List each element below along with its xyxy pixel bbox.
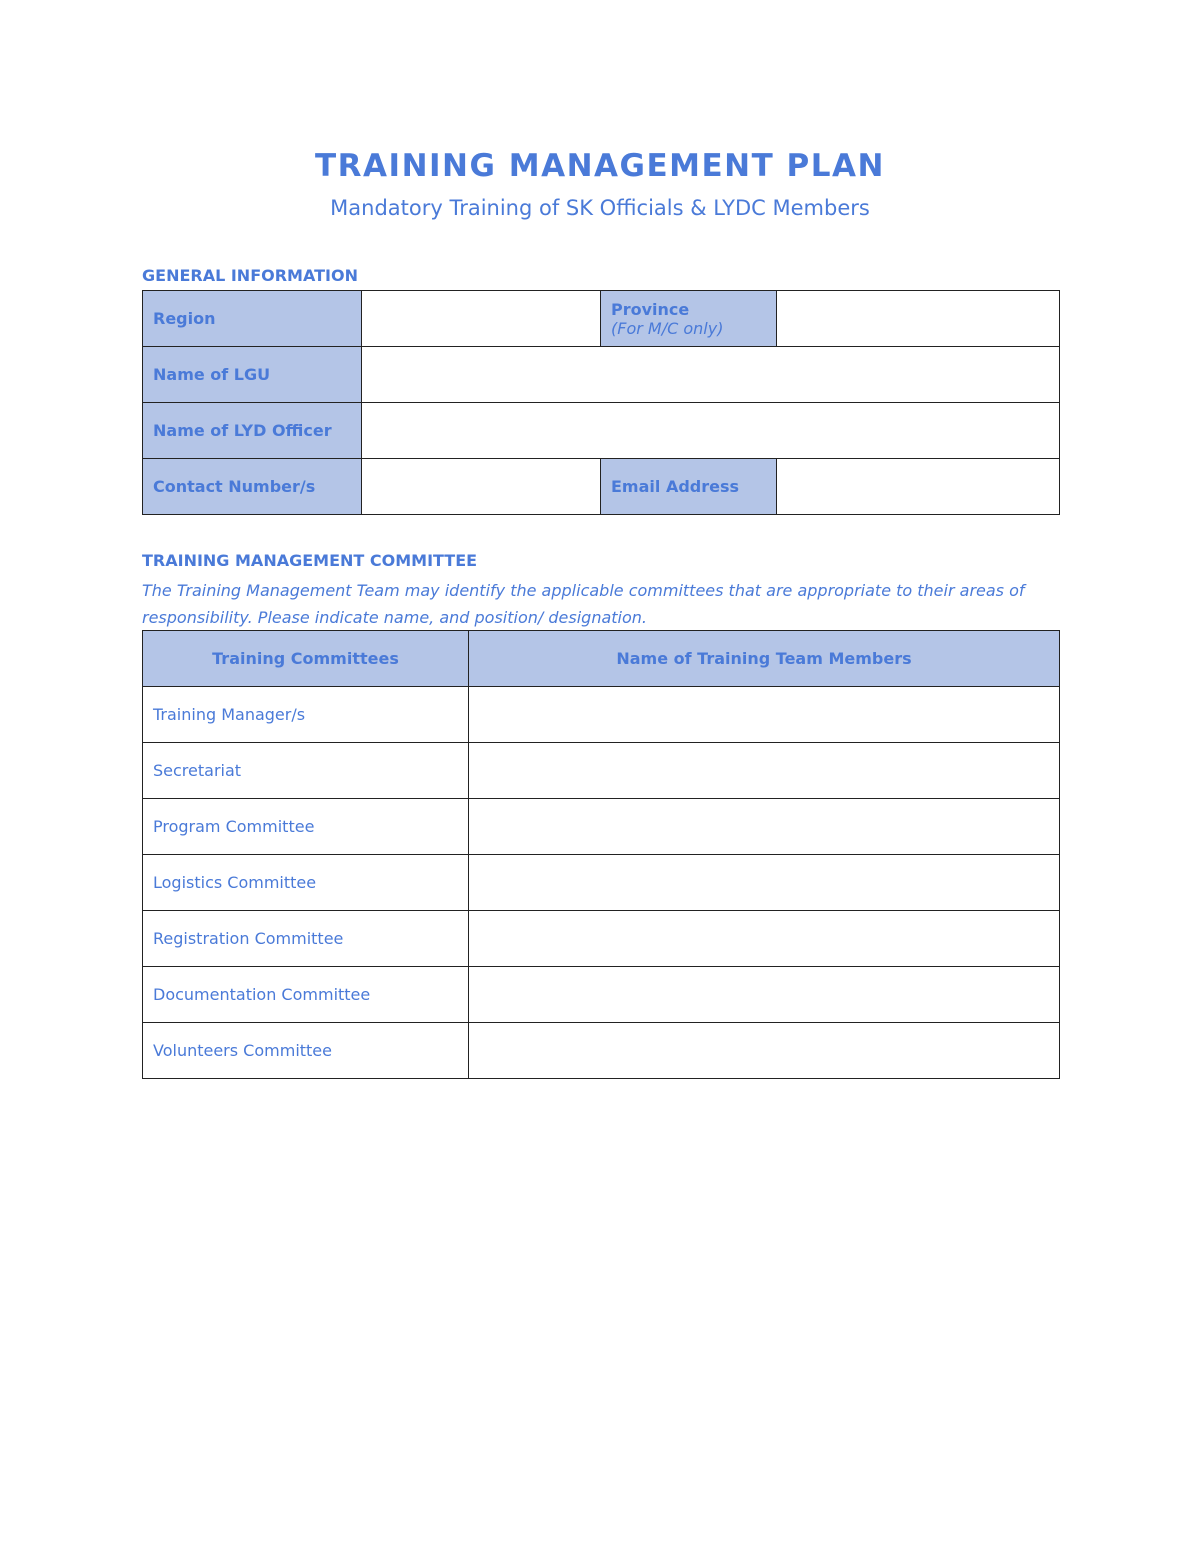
table-row — [143, 743, 1060, 799]
contact-label: Contact Number/s — [143, 459, 362, 515]
general-info-table — [142, 290, 1060, 515]
committee-name: Logistics Committee — [143, 855, 469, 911]
general-info-heading: GENERAL INFORMATION — [142, 266, 358, 285]
lgu-field[interactable] — [362, 347, 1060, 403]
province-field[interactable] — [777, 291, 1060, 347]
page-subtitle: Mandatory Training of SK Officials & LYDC Members — [330, 196, 870, 220]
committee-heading: TRAINING MANAGEMENT COMMITTEE — [142, 551, 478, 570]
table-row — [143, 967, 1060, 1023]
province-label: Province — [611, 299, 690, 319]
table-row — [143, 347, 1060, 403]
region-label: Region — [143, 291, 362, 347]
member-field[interactable] — [469, 743, 1060, 799]
table-row — [143, 799, 1060, 855]
province-label-cell — [601, 291, 777, 347]
table-row — [143, 403, 1060, 459]
table-row — [143, 855, 1060, 911]
committee-name: Program Committee — [143, 799, 469, 855]
col-committees-header: Training Committees — [143, 631, 469, 687]
lyd-officer-field[interactable] — [362, 403, 1060, 459]
member-field[interactable] — [469, 687, 1060, 743]
table-row — [143, 911, 1060, 967]
member-field[interactable] — [469, 855, 1060, 911]
table-row — [143, 291, 1060, 347]
lyd-officer-label: Name of LYD Officer — [143, 403, 362, 459]
committee-name: Documentation Committee — [143, 967, 469, 1023]
page-title: TRAINING MANAGEMENT PLAN — [315, 148, 885, 184]
contact-field[interactable] — [362, 459, 601, 515]
col-members-header: Name of Training Team Members — [469, 631, 1060, 687]
committee-name: Volunteers Committee — [143, 1023, 469, 1079]
member-field[interactable] — [469, 799, 1060, 855]
committee-name: Registration Committee — [143, 911, 469, 967]
table-header-row — [143, 631, 1060, 687]
committee-table — [142, 630, 1060, 1079]
email-field[interactable] — [777, 459, 1060, 515]
table-row — [143, 687, 1060, 743]
table-row — [143, 459, 1060, 515]
lgu-label: Name of LGU — [143, 347, 362, 403]
region-field[interactable] — [362, 291, 601, 347]
committee-name: Secretariat — [143, 743, 469, 799]
member-field[interactable] — [469, 1023, 1060, 1079]
member-field[interactable] — [469, 967, 1060, 1023]
member-field[interactable] — [469, 911, 1060, 967]
province-sublabel: (For M/C only) — [611, 318, 724, 338]
table-row — [143, 1023, 1060, 1079]
committee-note: The Training Management Team may identify the applicable committees that are appropriate to their areas of responsibility. Please indicate name, and position/ designation. — [142, 581, 1025, 627]
email-label: Email Address — [601, 459, 777, 515]
committee-name: Training Manager/s — [143, 687, 469, 743]
